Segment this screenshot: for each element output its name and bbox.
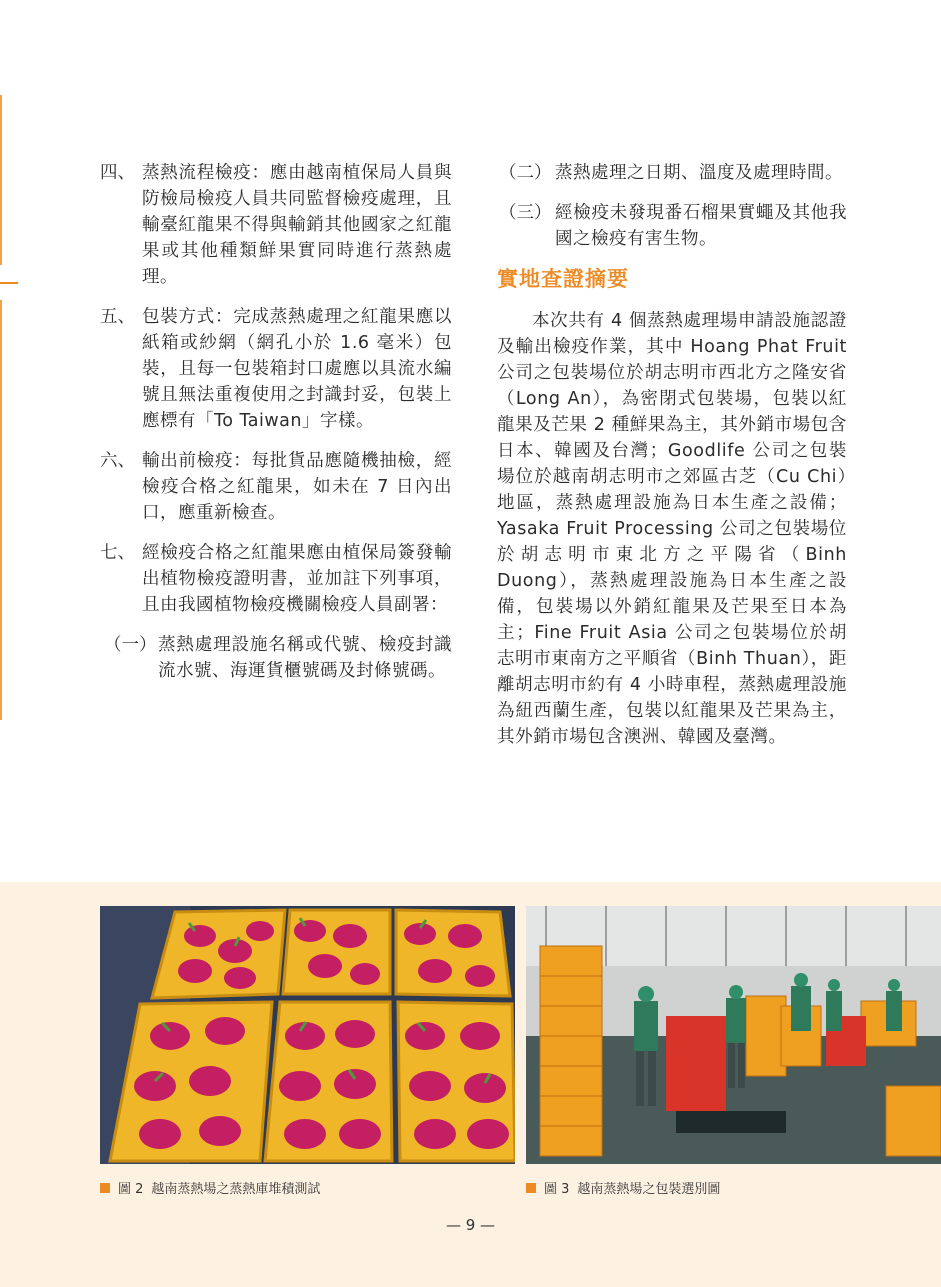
clause-text: 輸出前檢疫：每批貨品應隨機抽檢，經檢疫合格之紅龍果，如未在 7 日內出口，應重新檢查。 <box>142 451 452 523</box>
figure-caption-text: 越南蒸熱場之蒸熱庫堆積測試 <box>151 1182 321 1197</box>
margin-rule-top <box>0 95 2 265</box>
right-text-column <box>497 160 847 750</box>
sub-clause-2 <box>497 160 847 186</box>
sub-clause-text: 經檢疫未發現番石榴果實蠅及其他我國之檢疫有害生物。 <box>555 203 847 249</box>
sub-clause-number: （二） <box>499 163 552 183</box>
clause-text: 包裝方式：完成蒸熱處理之紅龍果應以紙箱或紗網（網孔小於 1.6 毫米）包裝，且每一包裝箱封口處應以具流水編號且無法重複使用之封識封妥，包裝上應標有「To Taiwan」字樣。 <box>142 307 452 431</box>
figure-3-caption <box>526 1178 720 1197</box>
sub-clause-number: （三） <box>499 203 552 223</box>
figure-label: 圖 2 <box>118 1182 144 1197</box>
margin-rule-bottom <box>0 300 2 720</box>
clause-7 <box>100 540 452 618</box>
clause-number: 五、 <box>100 307 135 327</box>
caption-marker-icon <box>100 1183 110 1193</box>
clause-6 <box>100 448 452 526</box>
sub-clause-3 <box>497 200 847 252</box>
sub-clause-number: （一） <box>104 635 157 655</box>
sub-clause-1 <box>100 632 452 684</box>
clause-number: 七、 <box>100 543 135 563</box>
section-heading: 實地查證摘要 <box>497 267 629 291</box>
margin-tick <box>0 282 18 284</box>
page-number: — 9 — <box>445 1216 496 1234</box>
caption-marker-icon <box>526 1183 536 1193</box>
sub-clause-text: 蒸熱處理設施名稱或代號、檢疫封識流水號、海運貨櫃號碼及封條號碼。 <box>158 635 452 681</box>
inspection-summary-paragraph: 本次共有 4 個蒸熱處理場申請設施認證及輸出檢疫作業，其中 Hoang Phat Fruit 公司之包裝場位於胡志明市西北方之隆安省（Long An），為密閉式包裝場，包裝以紅龍果及芒果 2 種鮮果為主，其外銷市場包含日本、韓國及台灣；Goodlife 公司之包裝場位於越南胡志明市之郊區古芝（Cu Chi）地區，蒸熱處理設施為日本生產之設備；Yasaka Fruit Processing 公司之包裝場位於胡志明市東北方之平陽省（Binh Duong），蒸熱處理設施為日本生產之設備，包裝場以外銷紅龍果及芒果至日本為主；Fine Fruit Asia 公司之包裝場位於胡志明市東南方之平順省（Binh Thuan），距離胡志明市約有 4 小時車程，蒸熱處理設施為紐西蘭生產，包裝以紅龍果及芒果為主，其外銷市場包含澳洲、韓國及臺灣。 <box>497 311 847 747</box>
figure-caption-text: 越南蒸熱場之包裝選別圖 <box>577 1182 721 1197</box>
clause-number: 四、 <box>100 163 135 183</box>
figure-label: 圖 3 <box>544 1182 570 1197</box>
clause-5 <box>100 304 452 434</box>
left-text-column <box>100 160 452 698</box>
dragon-fruit-crates-photo <box>100 906 515 1164</box>
figure-2-caption <box>100 1178 320 1197</box>
clause-number: 六、 <box>100 451 135 471</box>
packing-house-photo <box>526 906 941 1164</box>
clause-4 <box>100 160 452 290</box>
sub-clause-text: 蒸熱處理之日期、溫度及處理時間。 <box>555 163 843 183</box>
clause-text: 蒸熱流程檢疫：應由越南植保局人員與防檢局檢疫人員共同監督檢疫處理，且輸臺紅龍果不得與輸銷其他國家之紅龍果或其他種類鮮果實同時進行蒸熱處理。 <box>142 163 452 287</box>
clause-text: 經檢疫合格之紅龍果應由植保局簽發輸出植物檢疫證明書，並加註下列事項，且由我國植物檢疫機關檢疫人員副署： <box>142 543 452 615</box>
